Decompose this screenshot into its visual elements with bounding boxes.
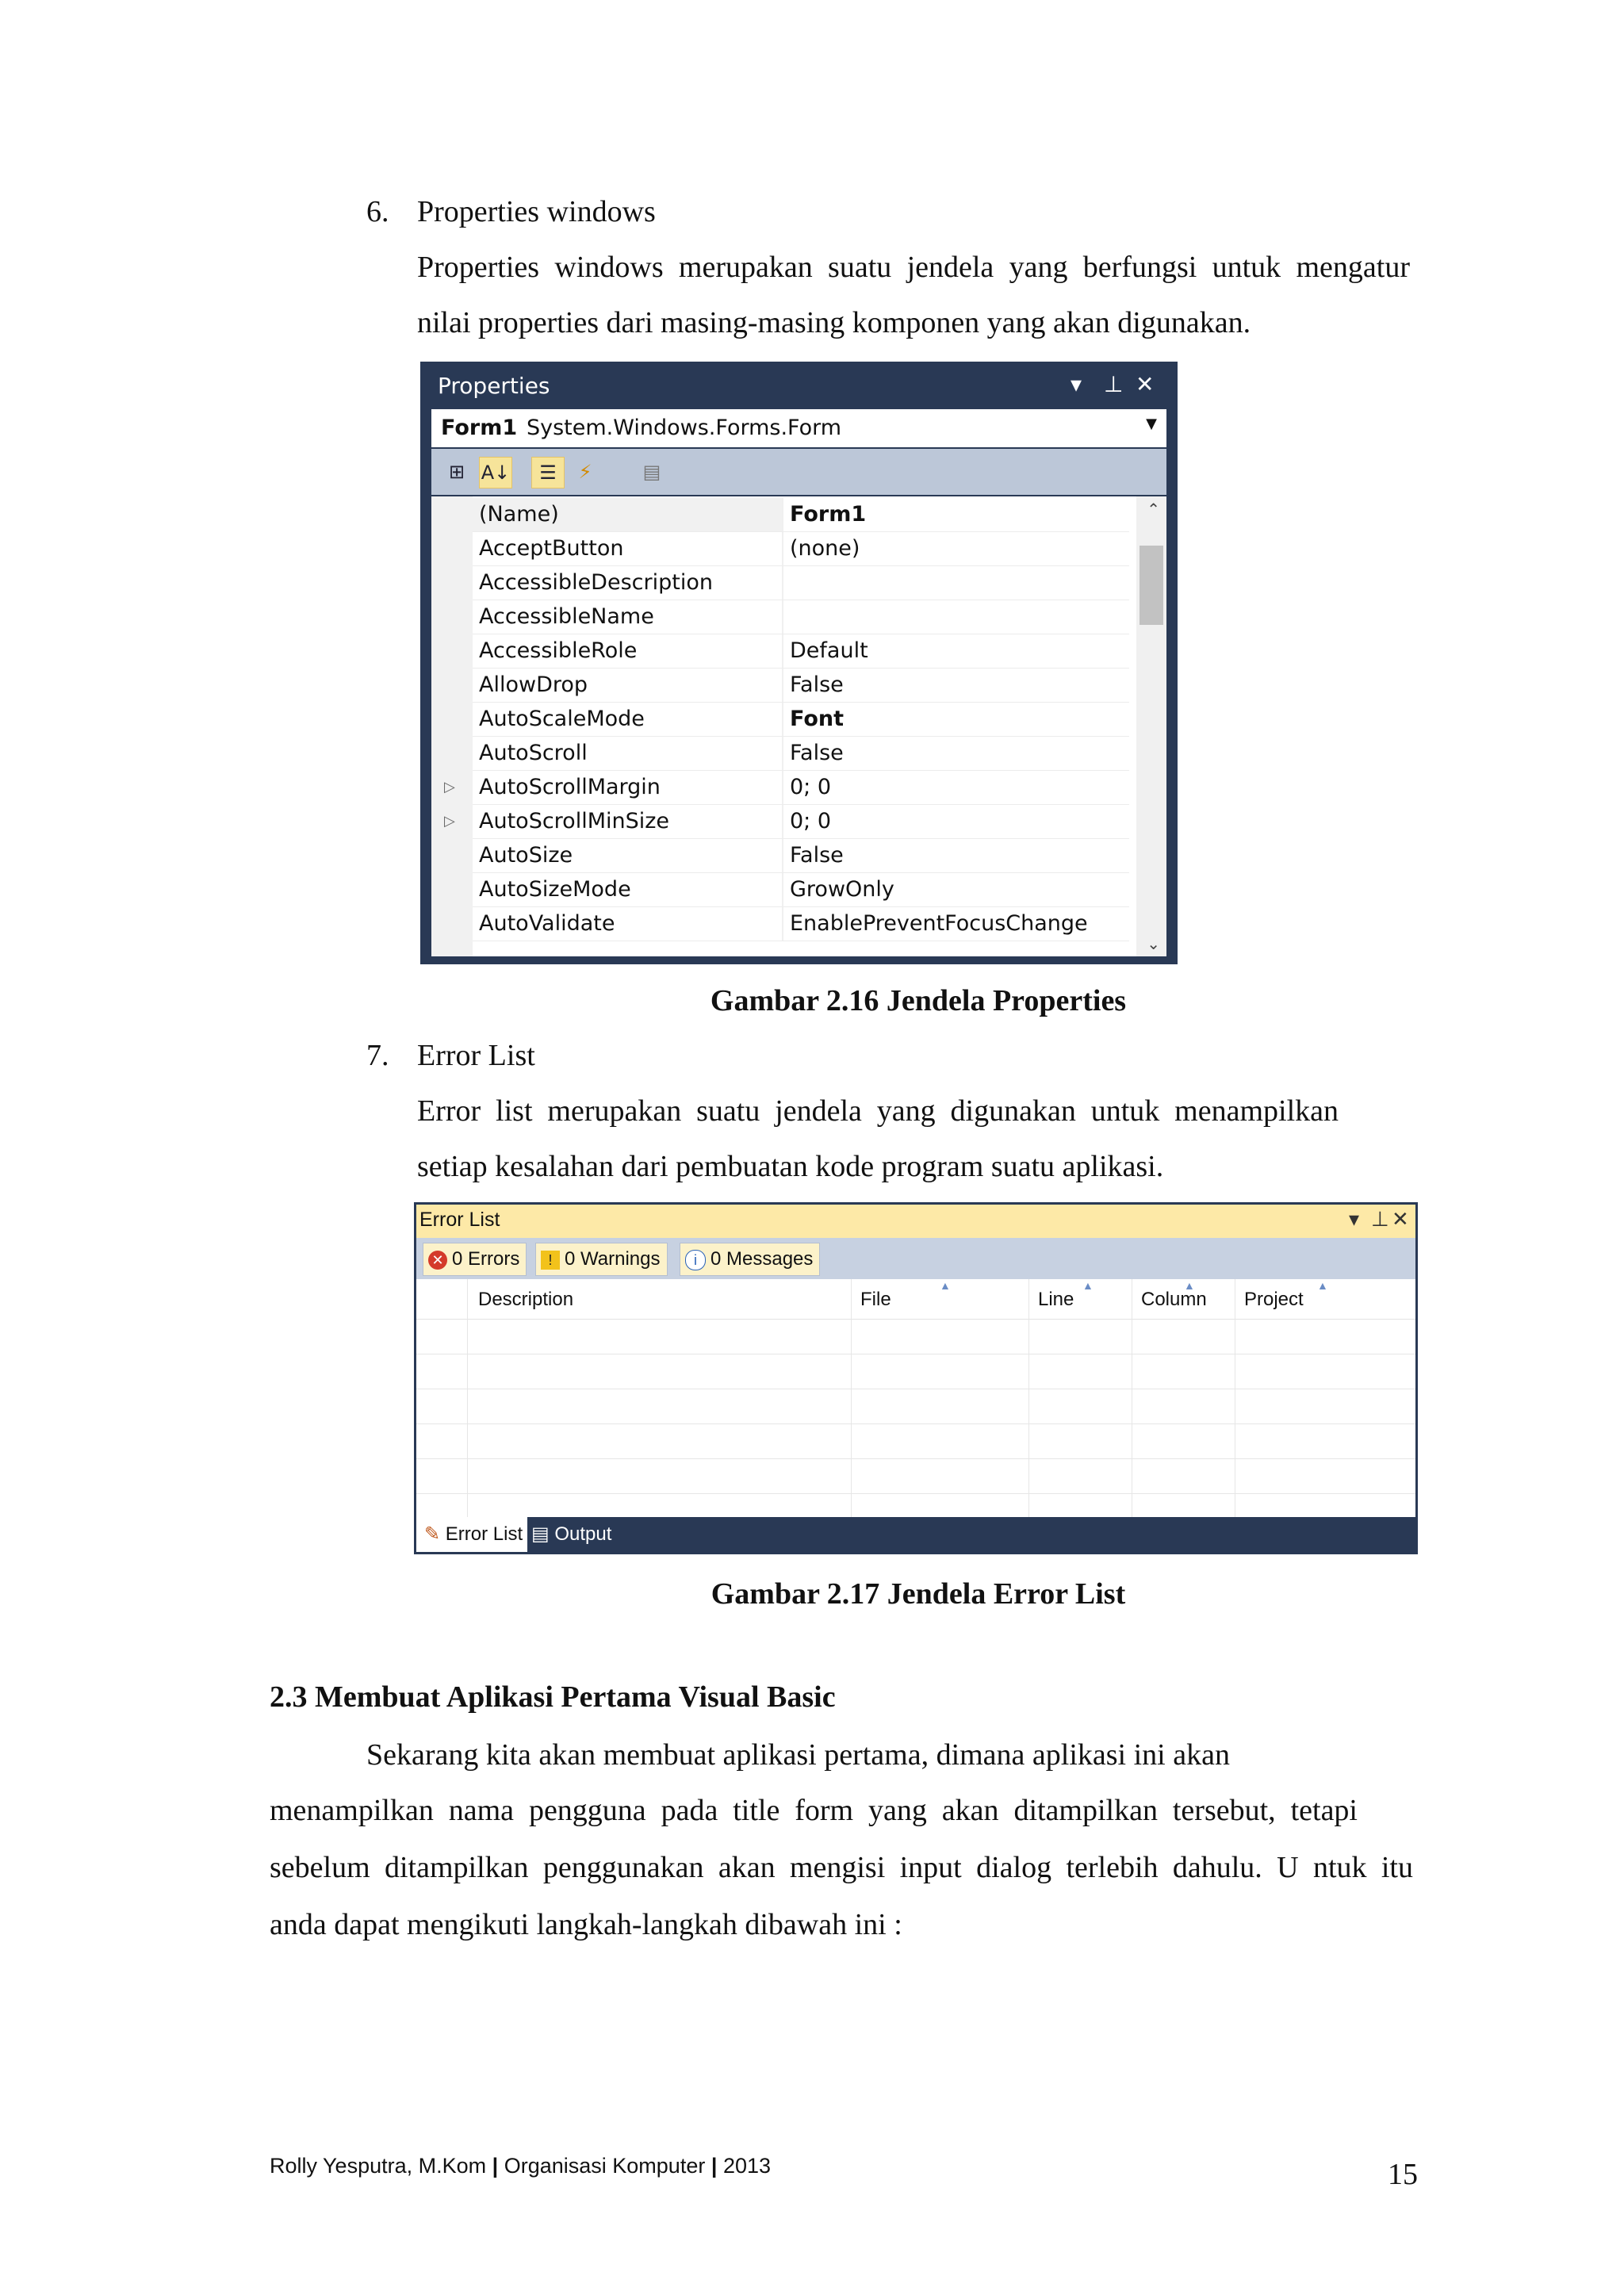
column-line[interactable]: Line — [1038, 1289, 1074, 1310]
scrollbar-thumb[interactable] — [1139, 546, 1163, 625]
property-value[interactable]: EnablePreventFocusChange — [790, 911, 1088, 936]
property-row[interactable] — [431, 566, 1129, 600]
properties-window — [420, 362, 1178, 964]
properties-toolbar — [431, 449, 1166, 495]
property-row[interactable] — [431, 873, 1129, 907]
pin-icon[interactable]: ⊥ — [1104, 371, 1124, 397]
error-icon: ✕ — [428, 1251, 447, 1270]
item-desc-line-2: nilai properties dari masing-masing komponen yang akan digunakan. — [417, 306, 1251, 339]
dropdown-arrow-icon[interactable]: ▾ — [1071, 371, 1082, 397]
item-desc-line-1: Properties windows merupakan suatu jendela yang berfungsi untuk mengatur — [417, 251, 1410, 284]
sort-arrow-icon: ▲ — [940, 1279, 951, 1292]
tab-output-label: Output — [554, 1523, 612, 1545]
property-value[interactable]: Form1 — [790, 502, 867, 527]
property-name: AutoScaleMode — [479, 707, 645, 731]
property-name: AutoScroll — [479, 741, 588, 765]
warnings-label: 0 Warnings — [565, 1248, 661, 1270]
footer-separator: | — [492, 2154, 499, 2178]
footer-author: Rolly Yesputra, M.Kom — [270, 2154, 487, 2178]
section-line-2: menampilkan nama pengguna pada title form yang akan ditampilkan tersebut, tetapi — [270, 1794, 1358, 1827]
error-list-window — [414, 1202, 1418, 1554]
tab-error-list-label: Error List — [445, 1523, 523, 1545]
property-name: AllowDrop — [479, 672, 588, 697]
property-name: AutoSize — [479, 843, 573, 868]
scroll-down-icon[interactable]: ⌄ — [1147, 934, 1160, 953]
property-name: AcceptButton — [479, 536, 624, 561]
property-row[interactable] — [431, 737, 1129, 771]
caption-fig-2-16: Gambar 2.16 Jendela Properties — [710, 984, 1127, 1017]
column-project[interactable]: Project — [1244, 1289, 1304, 1310]
item-desc-line-2: setiap kesalahan dari pembuatan kode program suatu aplikasi. — [417, 1150, 1164, 1183]
item-desc-line-1: Error list merupakan suatu jendela yang digunakan untuk menampilkan — [417, 1094, 1339, 1128]
footer-course: Organisasi Komputer — [504, 2154, 706, 2178]
close-icon[interactable]: ✕ — [1392, 1207, 1409, 1231]
property-row[interactable] — [431, 839, 1129, 873]
tab-error-list[interactable] — [416, 1517, 527, 1552]
list-number-7: 7. — [366, 1039, 389, 1072]
section-line-1: Sekarang kita akan membuat aplikasi pertama, dimana aplikasi ini akan — [366, 1738, 1230, 1772]
pin-icon[interactable]: ⊥ — [1371, 1207, 1389, 1231]
property-grid — [431, 496, 1166, 956]
property-name: AutoScrollMargin — [479, 775, 661, 799]
item-title-properties: Properties windows — [417, 195, 656, 228]
footer — [270, 2154, 771, 2178]
property-row[interactable] — [431, 805, 1129, 839]
property-row[interactable] — [431, 532, 1129, 566]
property-name: AutoSizeMode — [479, 877, 631, 902]
property-row[interactable] — [431, 634, 1129, 669]
errors-label: 0 Errors — [452, 1248, 520, 1270]
object-selector[interactable] — [431, 409, 1166, 447]
property-value[interactable]: 0; 0 — [790, 775, 832, 799]
sort-arrow-icon: ▲ — [1184, 1279, 1195, 1292]
property-value[interactable]: False — [790, 672, 844, 697]
property-row[interactable] — [431, 703, 1129, 737]
error-list-header — [416, 1205, 1415, 1238]
error-list-columns — [416, 1279, 1415, 1320]
error-filter-bar — [416, 1238, 1415, 1279]
footer-year: 2013 — [722, 2154, 772, 2178]
section-line-4: anda dapat mengikuti langkah-langkah dibawah ini : — [270, 1908, 902, 1941]
property-pages-icon[interactable]: ▤ — [642, 461, 661, 483]
expand-icon[interactable]: ▷ — [444, 813, 455, 829]
warnings-filter-button[interactable] — [535, 1243, 668, 1276]
property-value[interactable]: (none) — [790, 536, 860, 561]
property-row[interactable] — [431, 669, 1129, 703]
output-tab-icon: ▤ — [531, 1523, 550, 1545]
close-icon[interactable]: ✕ — [1136, 371, 1155, 397]
property-value[interactable]: False — [790, 843, 844, 868]
property-value[interactable]: Font — [790, 707, 845, 731]
expand-icon[interactable]: ▷ — [444, 779, 455, 795]
property-row[interactable] — [431, 771, 1129, 805]
dropdown-arrow-icon[interactable]: ▾ — [1349, 1207, 1360, 1231]
bottom-tabs — [416, 1517, 1415, 1552]
property-name: AutoValidate — [479, 911, 615, 936]
properties-title: Properties — [438, 373, 550, 399]
caption-fig-2-17: Gambar 2.17 Jendela Error List — [710, 1577, 1126, 1611]
page-number: 15 — [1388, 2158, 1418, 2191]
property-name: (Name) — [479, 502, 559, 527]
tab-output[interactable] — [531, 1517, 611, 1552]
property-name: AccessibleRole — [479, 638, 638, 663]
footer-separator: | — [710, 2154, 718, 2178]
chevron-down-icon[interactable]: ▼ — [1146, 416, 1157, 432]
property-row[interactable] — [431, 600, 1129, 634]
vertical-scrollbar[interactable] — [1136, 496, 1166, 956]
column-description[interactable]: Description — [478, 1289, 574, 1310]
item-title-error-list: Error List — [417, 1039, 535, 1072]
property-value[interactable]: 0; 0 — [790, 809, 832, 833]
list-number-6: 6. — [366, 195, 389, 228]
warning-icon: ! — [541, 1251, 560, 1270]
property-value[interactable]: False — [790, 741, 844, 765]
column-column[interactable]: Column — [1141, 1289, 1207, 1310]
object-type: System.Windows.Forms.Form — [527, 416, 842, 440]
error-list-tab-icon: ✎ — [424, 1523, 441, 1545]
property-value[interactable]: Default — [790, 638, 868, 663]
info-icon: i — [685, 1250, 706, 1270]
object-name: Form1 — [441, 416, 518, 440]
property-name: AutoScrollMinSize — [479, 809, 670, 833]
error-list-title: Error List — [419, 1209, 500, 1231]
messages-filter-button[interactable] — [680, 1243, 820, 1276]
messages-label: 0 Messages — [710, 1248, 814, 1270]
property-value[interactable]: GrowOnly — [790, 877, 894, 902]
sort-arrow-icon: ▲ — [1082, 1279, 1094, 1292]
alphabetical-sort-icon[interactable]: A↓ — [479, 457, 512, 489]
section-heading: 2.3 Membuat Aplikasi Pertama Visual Basic — [270, 1680, 836, 1714]
property-name: AccessibleName — [479, 604, 654, 629]
column-file[interactable]: File — [860, 1289, 891, 1310]
scroll-up-icon[interactable]: ⌃ — [1147, 500, 1160, 519]
property-row[interactable] — [431, 498, 1129, 532]
section-line-3: sebelum ditampilkan penggunakan akan mengisi input dialog terlebih dahulu. U ntuk itu — [270, 1851, 1413, 1884]
property-row[interactable] — [431, 907, 1129, 941]
properties-view-icon[interactable]: ☰ — [531, 457, 565, 489]
events-lightning-icon[interactable]: ⚡ — [578, 461, 592, 483]
categorized-icon[interactable]: ⊞ — [448, 461, 465, 483]
sort-arrow-icon: ▲ — [1317, 1279, 1328, 1292]
errors-filter-button[interactable] — [423, 1243, 527, 1276]
property-name: AccessibleDescription — [479, 570, 713, 595]
